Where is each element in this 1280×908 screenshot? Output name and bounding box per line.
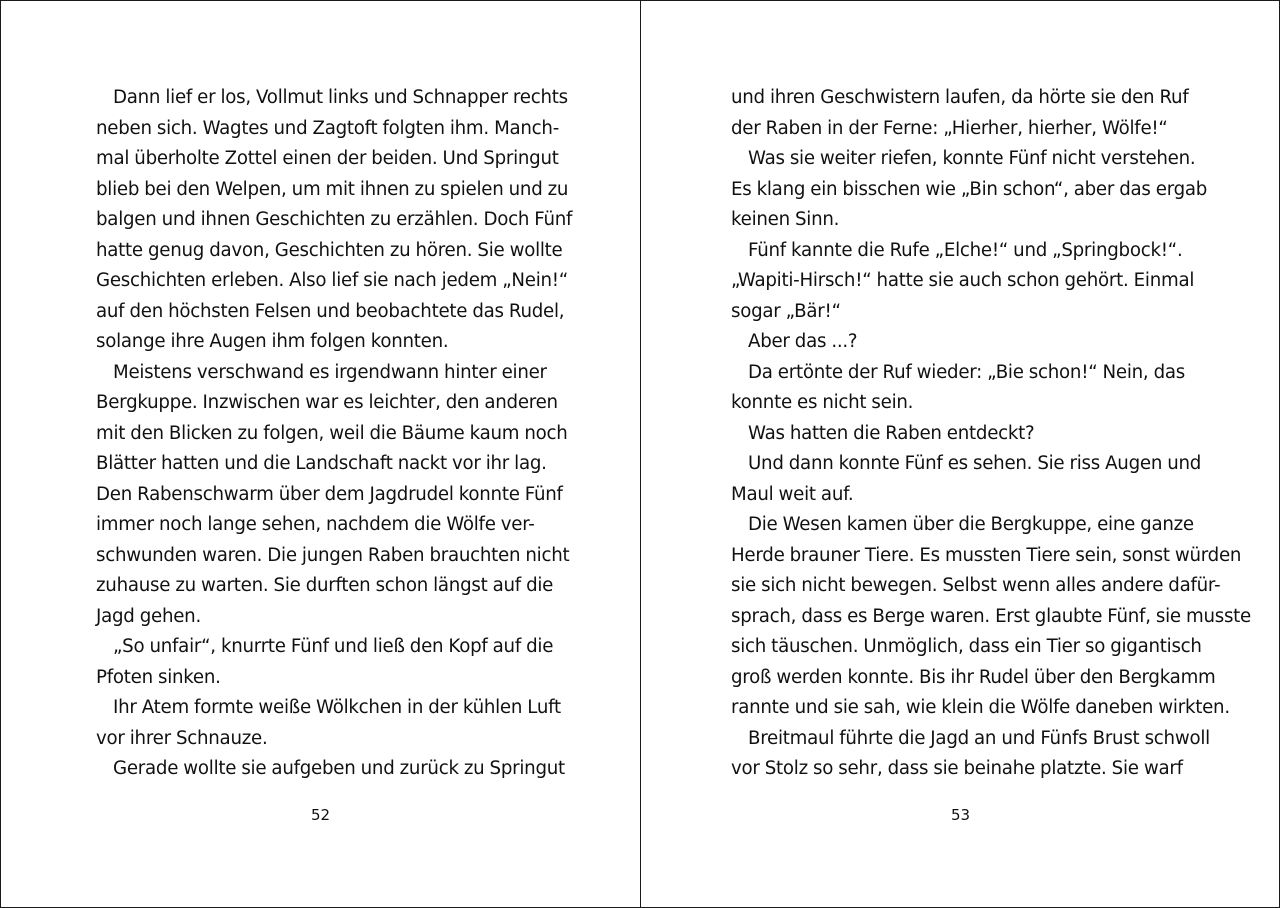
text-line: vor Stolz so sehr, dass sie beinahe platzte. Sie warf (731, 758, 1183, 779)
text-line: mal überholte Zottel einen der beiden. Und Springut (96, 148, 559, 169)
text-line: Geschichten erleben. Also lief sie nach jedem „Nein!“ (96, 270, 569, 291)
text-line: Bergkuppe. Inzwischen war es leichter, den anderen (96, 392, 558, 413)
text-line: Herde brauner Tiere. Es mussten Tiere sein, sonst würden (731, 544, 1242, 566)
text-line: Blätter hatten und die Landschaft nackt vor ihr lag. (96, 453, 547, 474)
text-line: Was hatten die Raben entdeckt? (748, 422, 1035, 444)
text-line: Aber das ...? (748, 331, 858, 352)
left-page-number: 52 (310, 806, 331, 824)
text-line: solange ihre Augen ihm folgen konnten. (96, 331, 449, 352)
right-page-body-text (731, 83, 1251, 785)
text-line: Breitmaul führte die Jagd an und Fünfs Brust schwoll (748, 727, 1210, 749)
text-line: sprach, dass es Berge waren. Erst glaubte Fünf, sie musste (731, 605, 1251, 627)
text-line: immer noch lange sehen, nachdem die Wölfe ver- (96, 514, 535, 535)
text-line: Da ertönte der Ruf wieder: „Bie schon!“ Nein, das (748, 361, 1186, 383)
text-line: Es klang ein bisschen wie „Bin schon“, aber das ergab (731, 178, 1208, 200)
text-line: Den Rabenschwarm über dem Jagdrudel konnte Fünf (96, 483, 563, 505)
text-line: zuhause zu warten. Sie durften schon längst auf die (96, 575, 554, 596)
text-line: neben sich. Wagtes und Zagtoft folgten ihm. Manch- (96, 117, 560, 139)
left-page (1, 1, 640, 907)
text-line: schwunden waren. Die jungen Raben brauchten nicht (96, 544, 570, 566)
text-line: sich täuschen. Unmöglich, dass ein Tier so gigantisch (731, 636, 1202, 657)
text-line: Und dann konnte Fünf es sehen. Sie riss Augen und (748, 453, 1202, 474)
text-line: Jagd gehen. (96, 605, 201, 627)
text-line: Ihr Atem formte weiße Wölkchen in der kühlen Luft (113, 697, 561, 718)
text-line: der Raben in der Ferne: „Hierher, hierher, Wölfe!“ (731, 117, 1168, 139)
text-line: vor ihrer Schnauze. (96, 727, 268, 749)
text-line: „Wapiti-Hirsch!“ hatte sie auch schon gehört. Einmal (731, 270, 1195, 291)
text-line: Meistens verschwand es irgendwann hinter einer (113, 361, 547, 383)
text-line: Was sie weiter riefen, konnte Fünf nicht verstehen. (748, 148, 1196, 169)
text-line: Gerade wollte sie aufgeben und zurück zu Springut (113, 758, 565, 779)
text-line: „So unfair“, knurrte Fünf und ließ den Kopf auf die (113, 636, 554, 657)
text-line: auf den höchsten Felsen und beobachtete das Rudel, (96, 300, 565, 322)
text-line: sie sich nicht bewegen. Selbst wenn alles andere dafür- (731, 575, 1221, 596)
text-line: Die Wesen kamen über die Bergkuppe, eine ganze (748, 514, 1194, 535)
text-line: groß werden konnte. Bis ihr Rudel über den Bergkamm (731, 666, 1216, 688)
text-line: Fünf kannte die Rufe „Elche!“ und „Springbock!“. (748, 239, 1183, 261)
text-line: hatte genug davon, Geschichten zu hören. Sie wollte (96, 239, 563, 261)
text-line: blieb bei den Welpen, um mit ihnen zu spielen und zu (96, 178, 569, 200)
text-line: mit den Blicken zu folgen, weil die Bäume kaum noch (96, 422, 568, 444)
text-line: keinen Sinn. (731, 209, 840, 230)
text-line: sogar „Bär!“ (731, 300, 841, 322)
text-line: balgen und ihnen Geschichten zu erzählen. Doch Fünf (96, 209, 573, 230)
text-line: Pfoten sinken. (96, 666, 221, 688)
right-page-number: 53 (950, 806, 971, 824)
text-line: Dann lief er los, Vollmut links und Schnapper rechts (113, 87, 568, 108)
text-line: konnte es nicht sein. (731, 392, 914, 413)
text-line: rannte und sie sah, wie klein die Wölfe daneben wirkten. (731, 697, 1230, 718)
right-page (641, 1, 1280, 907)
left-page-body-text (96, 83, 573, 785)
text-line: und ihren Geschwistern laufen, da hörte sie den Ruf (731, 87, 1189, 108)
text-line: Maul weit auf. (731, 483, 854, 505)
